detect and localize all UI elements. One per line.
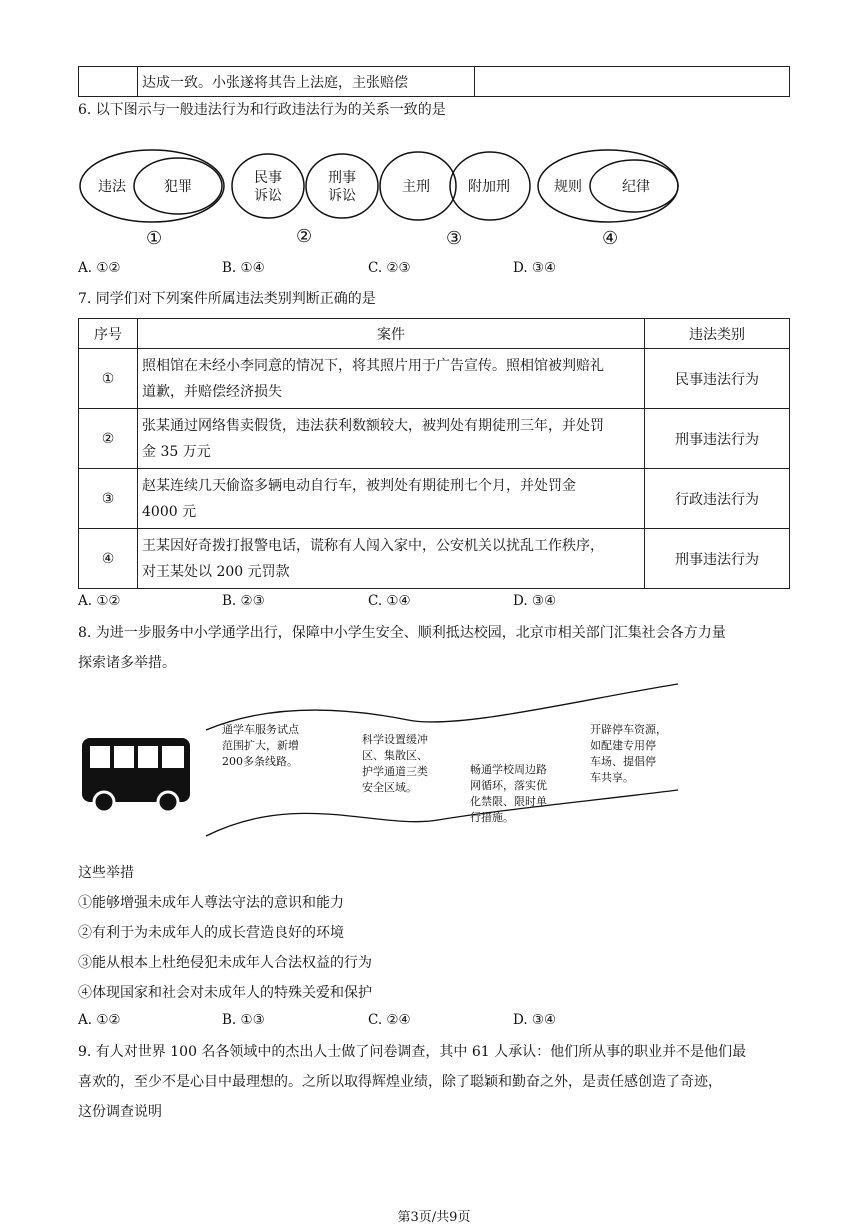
q7-row-case-line2: 4000 元 xyxy=(142,503,197,520)
diagram-1-num: ① xyxy=(146,228,163,249)
q8-option-d[interactable]: D. ③④ xyxy=(513,1012,557,1028)
q7-row-case xyxy=(138,409,645,469)
q8-note-1-line: 通学车服务试点 xyxy=(222,723,299,736)
diagram-2-right-bottom: 诉讼 xyxy=(328,188,356,204)
q8-note-4-line: 车场、提倡停 xyxy=(590,755,656,768)
q8-option-c[interactable]: C. ②④ xyxy=(368,1012,411,1028)
diagram-4-inner: 纪律 xyxy=(622,179,650,195)
q7-table xyxy=(78,318,790,589)
q6-option-a[interactable]: A. ①② xyxy=(78,260,121,276)
q7-option-c[interactable]: C. ①④ xyxy=(368,593,411,609)
q7-row-case-line1: 王某因好奇拨打报警电话，谎称有人闯入家中，公安机关以扰乱工作秩序， xyxy=(142,537,604,554)
diagram-2-left-top: 民事 xyxy=(254,170,282,186)
page-footer: 第3页/共9页 xyxy=(397,1210,471,1225)
top-table xyxy=(78,66,790,97)
table-row xyxy=(79,349,790,409)
q7-row-type: 民事违法行为 xyxy=(645,349,790,409)
q8-note-1-line: 范围扩大，新增 xyxy=(222,739,299,752)
q8-note-2-line: 科学设置缓冲 xyxy=(362,733,428,746)
diagram-1-outer: 违法 xyxy=(98,179,126,195)
q7-row-case-line1: 照相馆在未经小李同意的情况下，将其照片用于广告宣传。照相馆被判赔礼 xyxy=(142,357,604,374)
diagram-3-left: 主刑 xyxy=(402,179,430,195)
q8-note-2-line: 护学通道三类 xyxy=(362,765,428,778)
q8-note-2-line: 区、集散区、 xyxy=(362,749,428,762)
diagram-1 xyxy=(80,150,224,249)
q8-note-4 xyxy=(590,722,667,786)
q7-row-type: 行政违法行为 xyxy=(645,469,790,529)
q9-line1: 9. 有人对世界 100 名各领域中的杰出人士做了问卷调查，其中 61 人承认：他们所从事的职业并不是他们最 xyxy=(78,1044,747,1060)
q8-item-2: ②有利于为未成年人的成长营造良好的环境 xyxy=(78,925,344,941)
q9-line3: 这份调查说明 xyxy=(78,1104,162,1120)
q7-row-no: ② xyxy=(79,409,138,469)
q7-row-case xyxy=(138,349,645,409)
q7-header-type: 违法类别 xyxy=(645,319,790,349)
q8-option-b[interactable]: B. ①③ xyxy=(222,1012,265,1028)
q7-row-case-line1: 赵某连续几天偷盗多辆电动自行车，被判处有期徒刑七个月，并处罚金 xyxy=(142,477,576,494)
q6-diagrams xyxy=(70,142,710,252)
road-bottom-curve xyxy=(206,790,678,836)
q8-item-4: ④体现国家和社会对未成年人的特殊关爱和保护 xyxy=(78,985,372,1001)
q9-line2: 喜欢的，至少不是心目中最理想的。之所以取得辉煌业绩，除了聪颖和勤奋之外，是责任感创造了奇迹， xyxy=(78,1074,722,1090)
diagram-3-right: 附加刑 xyxy=(468,179,510,195)
q8-note-2-line: 安全区域。 xyxy=(362,781,417,794)
q8-note-4-line: 开辟停车资源， xyxy=(590,723,667,736)
diagram-2 xyxy=(232,154,378,247)
q7-header-no: 序号 xyxy=(79,319,138,349)
diagram-2-right-top: 刑事 xyxy=(328,170,356,186)
q7-row-case-line2: 道歉，并赔偿经济损失 xyxy=(142,383,282,400)
diagram-3 xyxy=(380,152,530,249)
q6-option-d[interactable]: D. ③④ xyxy=(513,260,557,276)
q8-stem-line1: 8. 为进一步服务中小学通学出行，保障中小学生安全、顺利抵达校园，北京市相关部门汇集社会各方力量 xyxy=(78,625,726,641)
q6-option-c[interactable]: C. ②③ xyxy=(368,260,411,276)
q7-stem: 7. 同学们对下列案件所属违法类别判断正确的是 xyxy=(78,291,376,307)
table-row xyxy=(79,529,790,589)
diagram-2-num: ② xyxy=(296,226,313,247)
q8-note-3-line: 行措施。 xyxy=(470,811,514,824)
q8-note-3 xyxy=(470,762,547,826)
q7-row-case-line1: 张某通过网络售卖假货，违法获利数额较大，被判处有期徒刑三年，并处罚 xyxy=(142,417,604,434)
q8-note-3-line: 化禁限、限时单 xyxy=(470,795,547,808)
q8-note-4-line: 如配建专用停 xyxy=(590,739,656,752)
q7-row-case xyxy=(138,529,645,589)
diagram-4-outer: 规则 xyxy=(554,179,582,195)
q7-row-type: 刑事违法行为 xyxy=(645,409,790,469)
q7-row-case xyxy=(138,469,645,529)
diagram-2-left-bottom: 诉讼 xyxy=(254,188,282,204)
top-table-cell-text: 达成一致。小张遂将其告上法庭，主张赔偿 xyxy=(138,67,475,97)
q7-header-case: 案件 xyxy=(138,319,645,349)
top-table-cell-empty xyxy=(79,67,138,97)
q8-note-1 xyxy=(222,722,299,770)
q6-option-b[interactable]: B. ①④ xyxy=(222,260,265,276)
q7-table-header xyxy=(79,319,790,349)
q7-row-type: 刑事违法行为 xyxy=(645,529,790,589)
q8-item-1: ①能够增强未成年人尊法守法的意识和能力 xyxy=(78,895,344,911)
q7-option-a[interactable]: A. ①② xyxy=(78,593,121,609)
q8-stem-line2: 探索诸多举措。 xyxy=(78,655,176,671)
diagram-4 xyxy=(538,150,678,249)
q8-item-3: ③能从根本上杜绝侵犯未成年人合法权益的行为 xyxy=(78,955,372,971)
q8-note-3-line: 网循环，落实优 xyxy=(470,779,547,792)
q8-note-3-line: 畅通学校周边路 xyxy=(470,763,547,776)
q6-stem: 6. 以下图示与一般违法行为和行政违法行为的关系一致的是 xyxy=(78,102,446,118)
q7-row-no: ① xyxy=(79,349,138,409)
table-row xyxy=(79,469,790,529)
bus-icon xyxy=(82,738,190,812)
diagram-3-num: ③ xyxy=(446,228,463,249)
q8-option-a[interactable]: A. ①② xyxy=(78,1012,121,1028)
q7-row-case-line2: 对王某处以 200 元罚款 xyxy=(142,563,290,580)
table-row xyxy=(79,409,790,469)
q7-row-no: ④ xyxy=(79,529,138,589)
q7-option-d[interactable]: D. ③④ xyxy=(513,593,557,609)
diagram-1-inner: 犯罪 xyxy=(164,179,192,195)
q7-option-b[interactable]: B. ②③ xyxy=(222,593,265,609)
q7-row-case-line2: 金 35 万元 xyxy=(142,443,211,460)
diagram-4-num: ④ xyxy=(602,228,619,249)
q7-row-no: ③ xyxy=(79,469,138,529)
top-table-cell-empty-right xyxy=(475,67,790,97)
q8-note-4-line: 车共享。 xyxy=(590,771,634,784)
q8-note-1-line: 200多条线路。 xyxy=(222,755,298,768)
q8-note-2 xyxy=(362,732,428,796)
q8-lead: 这些举措 xyxy=(78,865,134,881)
